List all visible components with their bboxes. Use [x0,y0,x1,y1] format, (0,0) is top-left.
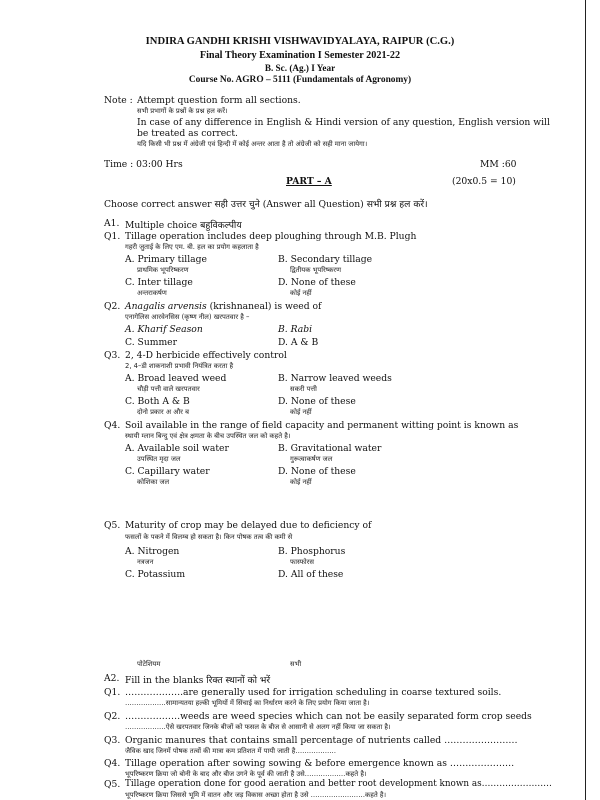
part-marks: (20x0.5 = 10) [452,176,516,187]
q1-option-c: C. Inter tillage [125,277,193,288]
fill-q4-num: Q4. [104,758,121,769]
q5-option-c: C. Potassium [125,569,186,580]
q3-option-b-hindi: सकरी पत्ती [290,385,317,393]
section-a1-num: A1. [104,218,120,229]
max-marks: MM :60 [480,159,517,170]
q5-option-a-hindi: नत्रजन [137,558,154,566]
note-line3-hindi: यदि किसी भी प्रश्न में अंग्रेजी एवं हिन्दी में कोई अन्तर आता है तो अंग्रेजी को सही माना जायेगा। [137,140,368,148]
q3-option-c: C. Both A & B [125,396,190,407]
note-line3: be treated as correct. [137,128,238,139]
q5-option-d-hindi: सभी [290,660,302,668]
part-title: PART – A [286,176,332,187]
fill-q1-text: ……………….are generally used for irrigation scheduling in coarse textured soils. [125,687,502,698]
fill-q1-hindi: ………………सामान्यतया हल्की भूमियों में सिंचाई का निर्धारण करने के लिए प्रयोग किया जाता है। [125,699,370,707]
q2-hindi: एनागेलिस आरवेनसिस (कृष्ण नील) खरपतवार है – [125,313,250,321]
q1-text: Tillage operation includes deep ploughing through M.B. Plugh [125,231,417,242]
q3-option-d-hindi: कोई नहीं [290,408,312,416]
q3-text: 2, 4-D herbicide effectively control [125,350,287,361]
q3-option-c-hindi: दोनो प्रकार अ और ब [137,408,189,416]
q5-text: Maturity of crop may be delayed due to deficiency of [125,520,372,531]
instruction: Choose correct answer सही उत्तर चुने (Answer all Question) सभी प्रश्न हल करें। [104,199,428,210]
fill-q2-num: Q2. [104,711,121,722]
q5-hindi: फसलों के पकने में विलम्ब हो सकता है। किन पोषक तत्व की कमी से [125,533,293,541]
fill-q2-text: ………………weeds are weed species which can not be easily separated form crop seeds [125,711,532,722]
q4-num: Q4. [104,420,121,431]
q4-text: Soil available in the range of field capacity and permanent witting point is known as [125,420,519,431]
q3-option-a-hindi: चौड़ी पत्ती वाले खरपतवार [137,385,200,393]
note-line2: In case of any difference in English & Hindi version of any question, English version will [137,117,550,128]
q1-num: Q1. [104,231,121,242]
q1-hindi: गहरी जुताई के लिए एम. बी. हल का प्रयोग कहलाता है [125,243,259,251]
q4-option-d-hindi: कोई नहीं [290,478,312,486]
fill-q3-hindi: जैविक खाद जिनमें पोषक तत्वों की मात्रा कम प्रतिशत में पायी जाती है……………… [125,747,337,755]
fill-q4-text: Tillage operation after sowing sowing & before emergence known as ………………… [125,758,515,769]
fill-q4-hindi: भूपरिष्करण क्रिया जो बोनी के बाद और बीज उगने के पूर्व की जाती है उसे………………कहते है। [125,770,367,778]
exam-time: Time : 03:00 Hrs [104,159,183,170]
q1-option-b-hindi: द्वितीयक भूपरिष्करण [290,266,341,274]
note-line1: Attempt question form all sections. [137,95,301,106]
program-title: B. Sc. (Ag.) I Year [264,63,336,73]
section-a2-num: A2. [104,673,120,684]
q1-option-a: A. Primary tillage [125,254,207,265]
q4-hindi: स्थायी म्लान बिन्दु एवं क्षेत्र क्षमता के बीच उपस्थित जल को कहते है। [125,432,291,440]
fill-q2-hindi: ………………ऐसे खरपतवार जिनके बीजों को फसल के बीज से आसानी से अलग नहीं किया जा सकता है। [125,723,391,731]
q2-option-a: A. Kharif Season [125,324,203,335]
page-edge-shadow [585,0,600,800]
q2-option-c: C. Summer [125,337,178,348]
note-label: Note : [104,95,133,106]
q3-option-d: D. None of these [278,396,356,407]
fill-q3-text: Organic manures that contains small percentage of nutrients called …………………… [125,735,518,746]
q4-option-b: B. Gravitational water [278,443,382,454]
course-title: Course No. AGRO – 5111 (Fundamentals of Agronomy) [188,75,412,85]
q4-option-c-hindi: कोशिका जल [137,478,170,486]
q5-option-a: A. Nitrogen [125,546,180,557]
note-line1-hindi: सभी प्रभागों के प्रश्नों के प्रश्न हल करें। [137,107,228,115]
q3-hindi: 2, 4–डी शाकनाशी प्रभावी नियंत्रित करता है [125,362,234,370]
fill-q5-hindi: भूपरिष्करण क्रिया जिससे भूमि में वातन और जड़ विकास अच्छा होता है उसे ……………………कहते है। [125,791,387,799]
q1-option-a-hindi: प्राथमिक भूपरिष्करण [137,266,189,274]
q1-option-d-hindi: कोई नहीं [290,289,312,297]
section-a2-title: Fill in the blanks रिक्त स्थानों को भरें [125,675,271,686]
q2-option-b: B. Rabi [278,324,313,335]
fill-q3-num: Q3. [104,735,121,746]
q5-num: Q5. [104,520,121,531]
fill-q5-text: Tillage operation done for good aeration and better root development known as…………………… [125,779,552,789]
fill-q1-num: Q1. [104,687,121,698]
q1-option-d: D. None of these [278,277,356,288]
q2-species-name: Anagalis arvensis [125,301,207,312]
q4-option-a-hindi: उपस्थित मृदा जल [137,455,181,463]
section-a1-title: Multiple choice बहुविकल्पीय [125,220,242,231]
q4-option-a: A. Available soil water [125,443,229,454]
q5-option-b: B. Phosphorus [278,546,346,557]
q2-option-d: D. A & B [278,337,319,348]
q2-num: Q2. [104,301,121,312]
exam-title: Final Theory Examination I Semester 2021-22 [199,50,401,61]
q1-option-b: B. Secondary tillage [278,254,373,265]
q2-text [125,301,321,312]
q5-option-b-hindi: फास्फोरस [290,558,315,566]
q3-num: Q3. [104,350,121,361]
fill-q5-num: Q5. [104,779,121,790]
university-title: INDIRA GANDHI KRISHI VISHWAVIDYALAYA, RAIPUR (C.G.) [145,36,455,47]
q3-option-b: B. Narrow leaved weeds [278,373,392,384]
q5-option-d: D. All of these [278,569,344,580]
q4-option-b-hindi: गुरूत्वाकर्षण जल [290,455,333,463]
q3-option-a: A. Broad leaved weed [125,373,227,384]
q4-option-c: C. Capillary water [125,466,210,477]
q4-option-d: D. None of these [278,466,356,477]
q1-option-c-hindi: अन्तराकर्षण [137,289,167,297]
q2-text-rest: (krishnaneal) is weed of [206,301,322,312]
q5-option-c-hindi: पोटेशियम [137,660,161,668]
